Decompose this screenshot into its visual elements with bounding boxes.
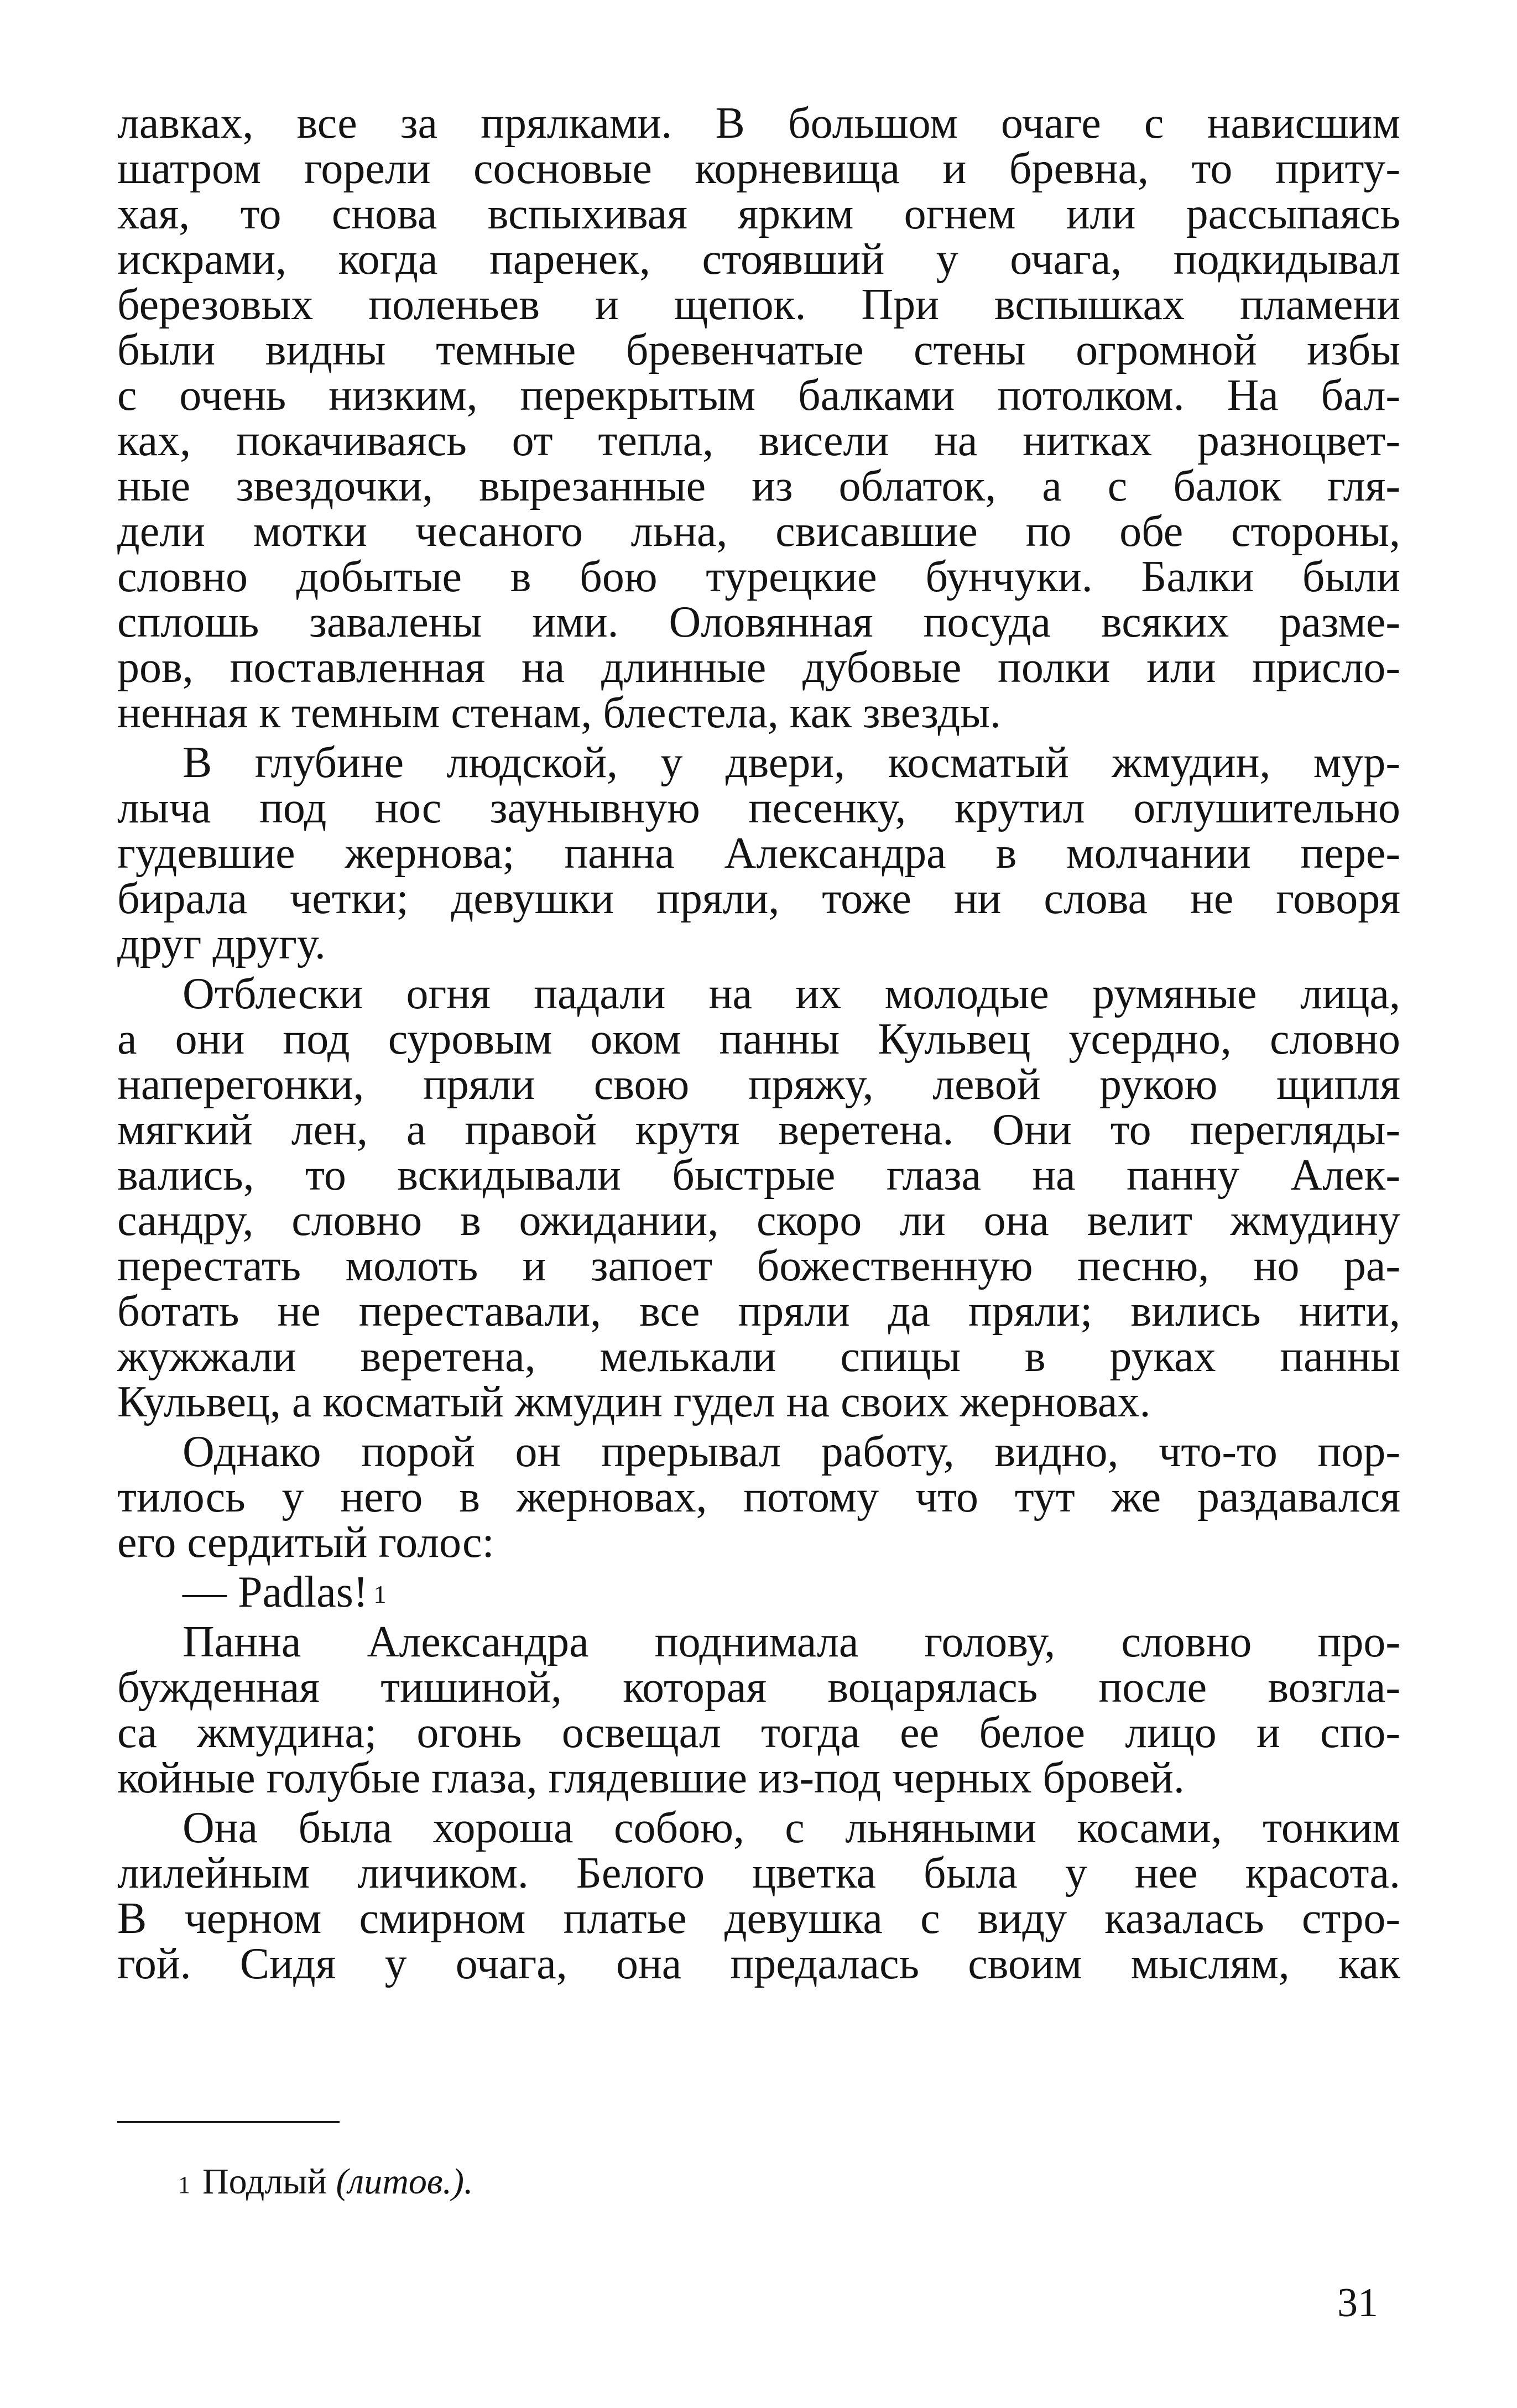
text-line-content: вались, то вскидывали быстрые глаза на панну Алек- xyxy=(117,1151,1400,1200)
text-line-content: Кульвец, а косматый жмудин гудел на своих жерновах. xyxy=(117,1378,1151,1426)
footnote-reference: 1 xyxy=(373,1580,387,1608)
text-line-content: сандру, словно в ожидании, скоро ли она велит жмудину xyxy=(117,1196,1400,1245)
text-line xyxy=(117,1755,1400,1801)
text-line xyxy=(117,1198,1400,1243)
text-line-content: Отблески огня падали на их молодые румяные лица, xyxy=(183,970,1400,1018)
text-line-content: ные звездочки, вырезанные из облаток, а с балок гля- xyxy=(117,462,1400,510)
text-line xyxy=(117,1474,1400,1520)
paragraph xyxy=(117,101,1400,736)
text-line xyxy=(117,1107,1400,1153)
text-line-content: словно добытые в бою турецкие бунчуки. Балки были xyxy=(117,553,1400,601)
footnote-mark: 1 xyxy=(178,2171,190,2198)
text-line-content: бирала четки; девушки пряли, тоже ни слова не говоря xyxy=(117,874,1400,923)
text-line-content: Однако порой он прерывал работу, видно, что-то пор- xyxy=(183,1427,1400,1476)
text-line-content: са жмудина; огонь освещал тогда ее белое лицо и спо- xyxy=(117,1708,1400,1757)
text-line xyxy=(117,373,1400,418)
text-line-content: гой. Сидя у очага, она предалась своим мыслям, как xyxy=(117,1940,1400,1988)
text-line xyxy=(117,1851,1400,1896)
text-line xyxy=(117,600,1400,645)
text-line-content: березовых поленьев и щепок. При вспышках пламени xyxy=(117,280,1400,329)
text-line-content: — Padlas! xyxy=(183,1568,368,1617)
text-line-content: ках, покачиваясь от тепла, висели на нитках разноцвет- xyxy=(117,416,1400,465)
text-line xyxy=(117,740,1400,785)
text-line-content: жужжали веретена, мелькали спицы в руках панны xyxy=(117,1332,1400,1381)
text-line-content: друг другу. xyxy=(117,920,326,968)
text-line xyxy=(117,327,1400,373)
paragraph xyxy=(117,740,1400,967)
text-line xyxy=(117,554,1400,600)
text-line-content: его сердитый голос: xyxy=(117,1518,494,1567)
text-line xyxy=(117,1429,1400,1474)
text-line-content: с очень низким, перекрытым балками потолком. На бал- xyxy=(117,371,1400,420)
text-line xyxy=(117,1805,1400,1851)
text-line xyxy=(117,1619,1400,1665)
text-line xyxy=(117,418,1400,463)
footnote-divider xyxy=(117,2121,340,2123)
paragraph xyxy=(117,971,1400,1425)
text-line xyxy=(117,785,1400,831)
paragraph xyxy=(117,1805,1400,1987)
footnote-language-note: (литов.). xyxy=(336,2161,473,2202)
text-line xyxy=(117,1017,1400,1062)
text-line-content: Она была хороша собою, с льняными косами, тонким xyxy=(183,1804,1400,1852)
text-line-content: Панна Александра поднимала голову, словно про- xyxy=(183,1618,1400,1666)
text-line-content: дели мотки чесаного льна, свисавшие по обе стороны, xyxy=(117,507,1400,556)
text-line-content: были видны темные бревенчатые стены огромной избы xyxy=(117,326,1400,374)
text-line xyxy=(117,1710,1400,1755)
text-line-content: мягкий лен, а правой крутя веретена. Они то перегляды- xyxy=(117,1106,1400,1154)
text-line xyxy=(117,463,1400,509)
text-line-content: тилось у него в жерновах, потому что тут же раздавался xyxy=(117,1473,1400,1521)
text-line-content: а они под суровым оком панны Кульвец усердно, словно xyxy=(117,1015,1400,1064)
body-text xyxy=(117,101,1400,1987)
text-line xyxy=(117,191,1400,237)
paragraph xyxy=(117,1429,1400,1565)
text-line-content: койные голубые глаза, глядевшие из-под черных бровей. xyxy=(117,1754,1185,1802)
text-line-content: ров, поставленная на длинные дубовые полки или присло- xyxy=(117,643,1400,692)
text-line xyxy=(117,1941,1400,1987)
text-line xyxy=(117,645,1400,690)
text-line xyxy=(117,1153,1400,1198)
text-line-content: гудевшие жернова; панна Александра в молчании пере- xyxy=(117,829,1400,878)
text-line-content: В черном смирном платье девушка с виду казалась стро- xyxy=(117,1894,1400,1943)
text-line-content: хая, то снова вспыхивая ярким огнем или рассыпаясь xyxy=(117,190,1400,238)
text-line-content: бужденная тишиной, которая воцарялась после возгла- xyxy=(117,1663,1400,1712)
text-line xyxy=(117,1062,1400,1107)
text-line xyxy=(117,1570,1400,1615)
text-line xyxy=(117,831,1400,876)
text-line-content: В глубине людской, у двери, косматый жмудин, мур- xyxy=(183,738,1400,787)
text-line xyxy=(117,921,1400,967)
text-line-content: сплошь завалены ими. Оловянная посуда всяких разме- xyxy=(117,598,1400,647)
footnote xyxy=(178,2160,473,2204)
text-line-content: наперегонки, пряли свою пряжу, левой рукою щипля xyxy=(117,1060,1400,1109)
text-line xyxy=(117,282,1400,327)
text-line xyxy=(117,101,1400,146)
page-number: 31 xyxy=(1337,2280,1378,2326)
paragraph xyxy=(117,1619,1400,1801)
text-line xyxy=(117,1243,1400,1289)
text-line-content: перестать молоть и запоет божественную песню, но ра- xyxy=(117,1242,1400,1290)
text-line xyxy=(117,146,1400,191)
text-line-content: лилейным личиком. Белого цветка была у нее красота. xyxy=(117,1849,1400,1898)
text-line-content: лыча под нос заунывную песенку, крутил оглушительно xyxy=(117,784,1400,832)
text-line xyxy=(117,509,1400,554)
text-line-content: лавках, все за прялками. В большом очаге с нависшим xyxy=(117,99,1400,148)
text-line xyxy=(117,1334,1400,1379)
text-line xyxy=(117,1520,1400,1565)
paragraph xyxy=(117,1570,1400,1615)
text-line-content: ботать не переставали, все пряли да пряли; вились нити, xyxy=(117,1287,1400,1336)
text-line xyxy=(117,971,1400,1017)
text-line xyxy=(117,1665,1400,1710)
text-line-content: искрами, когда паренек, стоявший у очага, подкидывал xyxy=(117,235,1400,284)
text-line xyxy=(117,690,1400,736)
text-line xyxy=(117,1896,1400,1941)
footnote-text: Подлый xyxy=(202,2161,327,2202)
text-line xyxy=(117,1379,1400,1425)
text-line xyxy=(117,237,1400,282)
text-line xyxy=(117,1289,1400,1334)
text-line xyxy=(117,876,1400,921)
text-line-content: ненная к темным стенам, блестела, как звезды. xyxy=(117,689,1001,737)
text-line-content: шатром горели сосновые корневища и бревна, то приту- xyxy=(117,144,1400,193)
